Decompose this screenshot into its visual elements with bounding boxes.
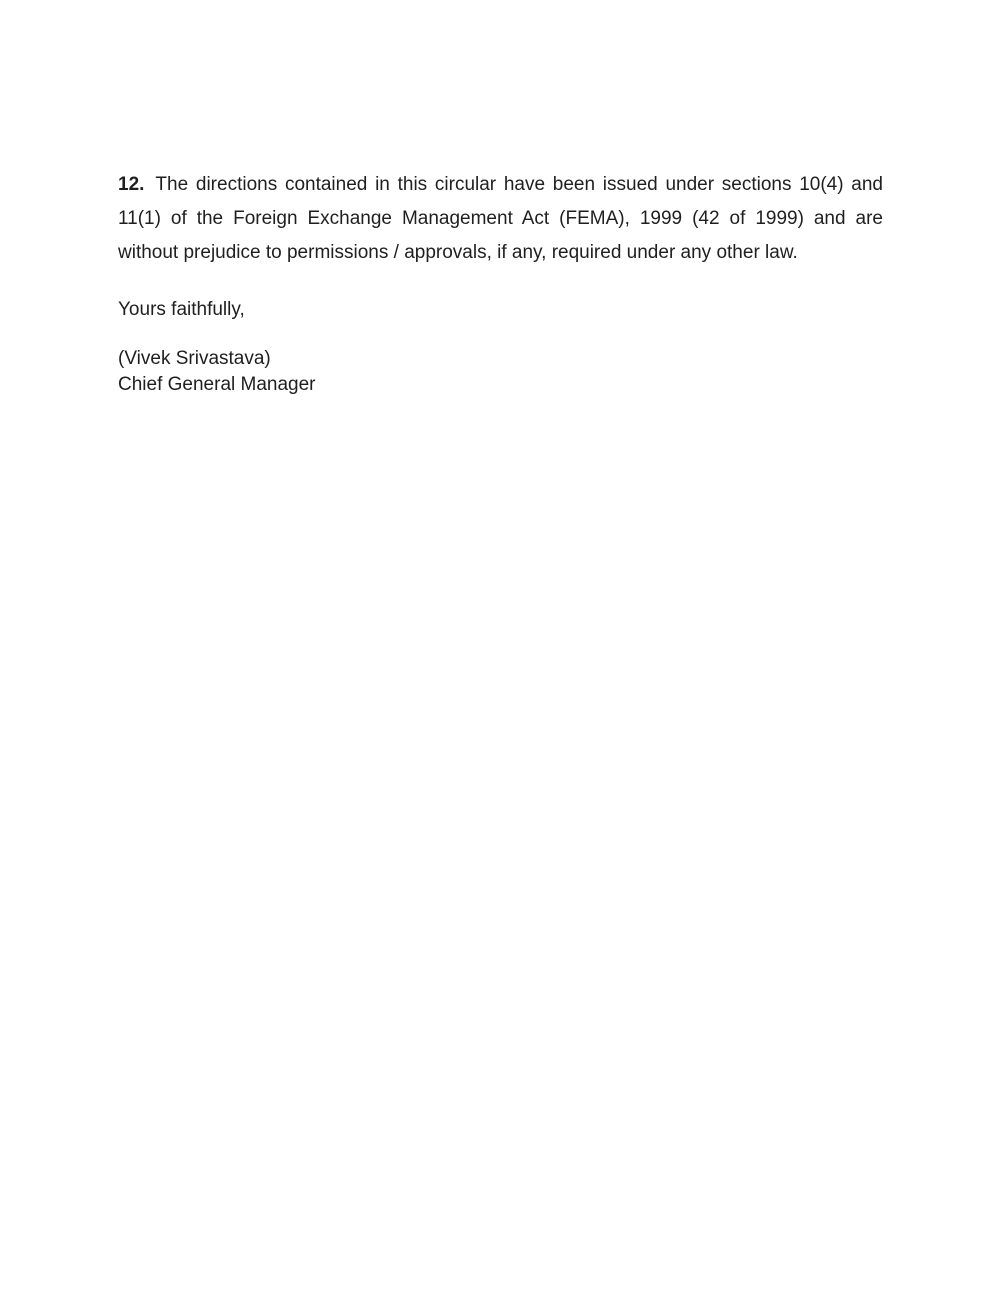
closing-salutation: Yours faithfully, xyxy=(118,299,245,320)
signatory-title: Chief General Manager xyxy=(118,374,316,395)
paragraph-text: The directions contained in this circular have been issued under sections 10(4) and 11(1) of the Foreign Exchange Management Act (FEMA), 1999 (42 of 1999) and are without prejudice to permissions / approvals, if any, required under any other law. xyxy=(118,174,883,263)
signatory-name: (Vivek Srivastava) xyxy=(118,348,271,369)
paragraph-number: 12. xyxy=(118,174,145,195)
signature-block xyxy=(118,346,883,398)
paragraph-12 xyxy=(118,168,883,270)
